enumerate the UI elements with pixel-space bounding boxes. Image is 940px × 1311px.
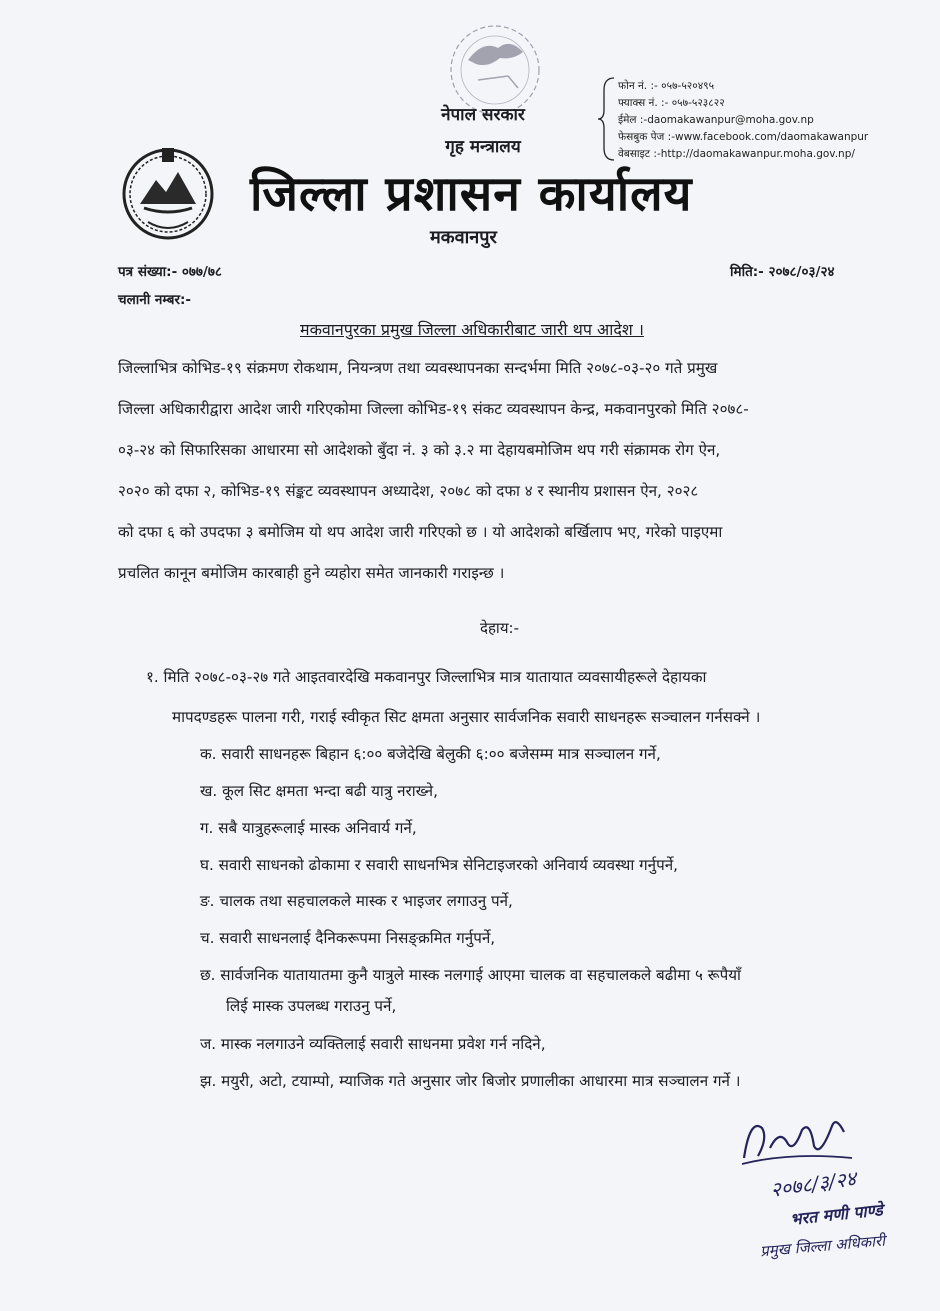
contact-fax: फ्याक्स नं. :- ०५७-५२३८२२: [618, 97, 725, 109]
body-paragraph: [118, 348, 914, 594]
body-line: को दफा ६ को उपदफा ३ बमोजिम यो थप आदेश जारी गरिएको छ । यो आदेशको बर्खिलाप भए, गरेको पाइएमा: [118, 523, 723, 541]
contact-phone: फोन नं. :- ०५७-५२०४९५: [618, 80, 715, 92]
body-line: जिल्ला अधिकारीद्वारा आदेश जारी गरिएकोमा जिल्ला कोभिड-१९ संकट व्यवस्थापन केन्द्र, मकवानपुरको मिति २०७८-: [118, 400, 749, 418]
office-title: जिल्ला प्रशासन कार्यालय: [250, 166, 693, 222]
nepal-emblem-icon: [118, 142, 218, 242]
list-item: छ. सार्वजनिक यातायातमा कुनै यात्रुले मास्क नलगाई आएमा चालक वा सहचालकले बढीमा ५ रूपैयाँ: [200, 966, 741, 984]
point-one-line1: १. मिति २०७८-०३-२७ गते आइतवारदेखि मकवानपुर जिल्लाभित्र मात्र यातायात व्यवसायीहरूले देहायका: [146, 668, 707, 686]
letter-number: पत्र संख्या:- ०७७/७८: [118, 264, 222, 280]
signature-date: २०७८/३/२४: [768, 1166, 858, 1202]
dispatch-number: चलानी नम्बर:-: [118, 292, 192, 308]
list-item: ख. कूल सिट क्षमता भन्दा बढी यात्रु नराख्ने,: [200, 782, 438, 800]
list-item: ज. मास्क नलगाउने व्यक्तिलाई सवारी साधनमा प्रवेश गर्न नदिने,: [200, 1035, 546, 1053]
list-item: ग. सबै यात्रुहरूलाई मास्क अनिवार्य गर्ने,: [200, 819, 417, 837]
signature-block: [750, 1108, 930, 1273]
contact-brace-icon: [596, 76, 618, 162]
ministry-name: गृह मन्त्रालय: [445, 137, 521, 157]
list-item: झ. मयुरी, अटो, टयाम्पो, म्याजिक गते अनुसार जोर बिजोर प्रणालीका आधारमा मात्र सञ्चालन गर्ने ।: [200, 1072, 741, 1090]
body-line: ०३-२४ को सिफारिसका आधारमा सो आदेशको बुँदा नं. ३ को ३.२ मा देहायबमोजिम थप गरी संक्रामक रोग ऐन,: [118, 441, 721, 459]
signatory-title: प्रमुख जिल्ला अधिकारी: [759, 1231, 886, 1261]
contact-facebook: फेसबुक पेज :-www.facebook.com/daomakawanpur: [618, 131, 869, 143]
letter-date: मिति:- २०७८/०३/२४: [730, 264, 835, 280]
signatory-name: भरत मणी पाण्डे: [789, 1200, 884, 1229]
dehaya-heading: देहाय:-: [480, 619, 519, 637]
list-item-continuation: लिई मास्क उपलब्ध गराउनु पर्ने,: [226, 997, 397, 1015]
contact-website: वेबसाइट :-http://daomakawanpur.moha.gov.np/: [618, 148, 855, 160]
contact-email: ईमेल :-daomakawanpur@moha.gov.np: [618, 114, 814, 126]
list-item: ङ. चालक तथा सहचालकले मास्क र भाइजर लगाउनु पर्ने,: [200, 892, 513, 910]
district-name: मकवानपुर: [430, 227, 497, 248]
body-line: जिल्लाभित्र कोभिड-१९ संक्रमण रोकथाम, नियन्त्रण तथा व्यवस्थापनका सन्दर्भमा मिति २०७८-०३-२० गते प्रमुख: [118, 359, 718, 377]
contact-block: [618, 78, 868, 163]
government-heading: [418, 105, 548, 157]
body-line: २०२० को दफा २, कोभिड-१९ संङ्कट व्यवस्थापन अध्यादेश, २०७८ को दफा ४ र स्थानीय प्रशासन ऐन, २०२८: [118, 482, 699, 500]
list-item: क. सवारी साधनहरू बिहान ६:०० बजेदेखि बेलुकी ६:०० बजेसम्म मात्र सञ्चालन गर्ने,: [200, 745, 661, 763]
list-item: घ. सवारी साधनको ढोकामा र सवारी साधनभित्र सेनिटाइजरको अनिवार्य व्यवस्था गर्नुपर्ने,: [200, 856, 678, 874]
list-item: च. सवारी साधनलाई दैनिकरूपमा निसङ्क्रमित गर्नुपर्ने,: [200, 929, 496, 947]
signature-scribble-icon: [740, 1108, 860, 1168]
country-name: नेपाल सरकार: [441, 105, 525, 125]
point-one-line2: मापदण्डहरू पालना गरी, गराई स्वीकृत सिट क्षमता अनुसार सार्वजनिक सवारी साधनहरू सञ्चालन गर्नसक्ने ।: [172, 708, 761, 726]
body-line: प्रचलित कानून बमोजिम कारबाही हुने व्यहोरा समेत जानकारी गराइन्छ ।: [118, 564, 505, 582]
subject-line: मकवानपुरका प्रमुख जिल्ला अधिकारीबाट जारी थप आदेश ।: [300, 320, 644, 339]
